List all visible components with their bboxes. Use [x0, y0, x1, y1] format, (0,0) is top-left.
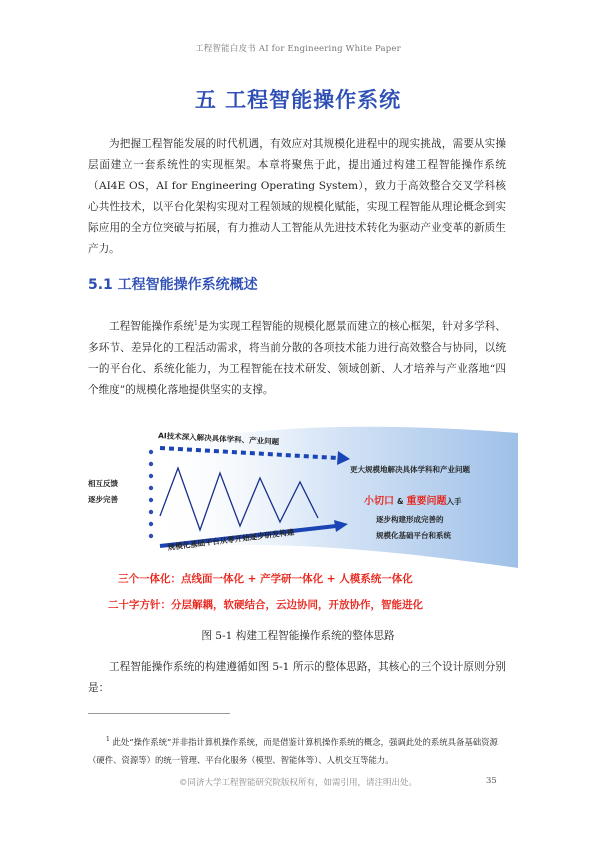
page-number: 35: [486, 776, 497, 786]
chapter-title: 五 工程智能操作系统: [194, 88, 402, 112]
footnote-divider: [88, 713, 230, 714]
footnote-text: 此处“操作系统”并非指计算机操作系统，而是借鉴计算机操作系统的概念，强调此处的系统具备基础资源（硬件、资源等）的统一管理、平台化服务（模型、智能体等）、人机交互等能力。: [88, 736, 498, 765]
overview-paragraph: [88, 313, 506, 401]
top-arrow-label: AI技术深入解决具体学科、产业问题: [157, 431, 280, 447]
footnote-ref[interactable]: 1: [194, 320, 198, 327]
paragraph-text-start: 工程智能操作系统: [109, 320, 195, 333]
copyright-footer: ©同济大学工程智能研究院版权所有，如需引用，请注明出处。: [178, 778, 417, 788]
running-header: 工程智能白皮书 AI for Engineering White Paper: [195, 44, 401, 54]
right-sub-label-2: 规模化基础平台和系统: [376, 531, 451, 540]
section-title: 5.1 工程智能操作系统概述: [88, 277, 258, 293]
three-in-one-slogan: 三个一体化：点线面一体化 + 产学研一体化 + 人模系统一体化: [118, 573, 413, 585]
right-top-label: 更大规模地解决具体学科和产业问题: [350, 465, 470, 474]
right-sub-label-1: 逐步构建形成完善的: [376, 515, 444, 524]
principles-paragraph: 工程智能操作系统的构建遵循如图 5-1 所示的整体思路，其核心的三个设计原则分别是：: [88, 661, 506, 694]
figure-caption: 图 5-1 构建工程智能操作系统的整体思路: [201, 630, 395, 642]
footnote-mark: 1: [106, 736, 110, 743]
figure-5-1: [88, 418, 518, 618]
paragraph-text-rest: 是为实现工程智能的规模化愿景而建立的核心框架，针对多学科、多环节、差异化的工程活动需求，将当前分散的各项技术能力进行高效整合与协同，以统一的平台化、系统化能力，为工程智能在技术研发、领域创新、人才培养与产业落地“四个维度”的规模化落地提供坚实的支撑。: [88, 320, 507, 396]
twenty-char-slogan: 二十字方针：分层解耦，软硬结合，云边协同，开放协作，智能进化: [108, 599, 423, 611]
right-mid-label: 小切口 & 重要问题入手: [364, 496, 462, 507]
intro-paragraph: 为把握工程智能发展的时代机遇，有效应对其规模化进程中的现实挑战，需要从实操层面建立一套系统性的实现框架。本章将聚焦于此，提出通过构建工程智能操作系统（AI4E OS，AI for Engineering Operating System），致力于高效整合交叉学科核心共性技术，以平台化架构实现对工程领域的规模化赋能，实现工程智能从理论概念到实际应用的全方位突破与拓展，有力推动人工智能从先进技术转化为驱动产业变革的新质生产力。: [88, 138, 506, 255]
bottom-arrow-label: 规模化基础平台从零开始逐步研发构建: [167, 527, 295, 552]
left-label-1: 相互反馈: [88, 479, 118, 488]
footnote: [88, 731, 506, 769]
figure-diagram: [88, 418, 518, 618]
left-label-2: 逐步完善: [88, 495, 118, 504]
